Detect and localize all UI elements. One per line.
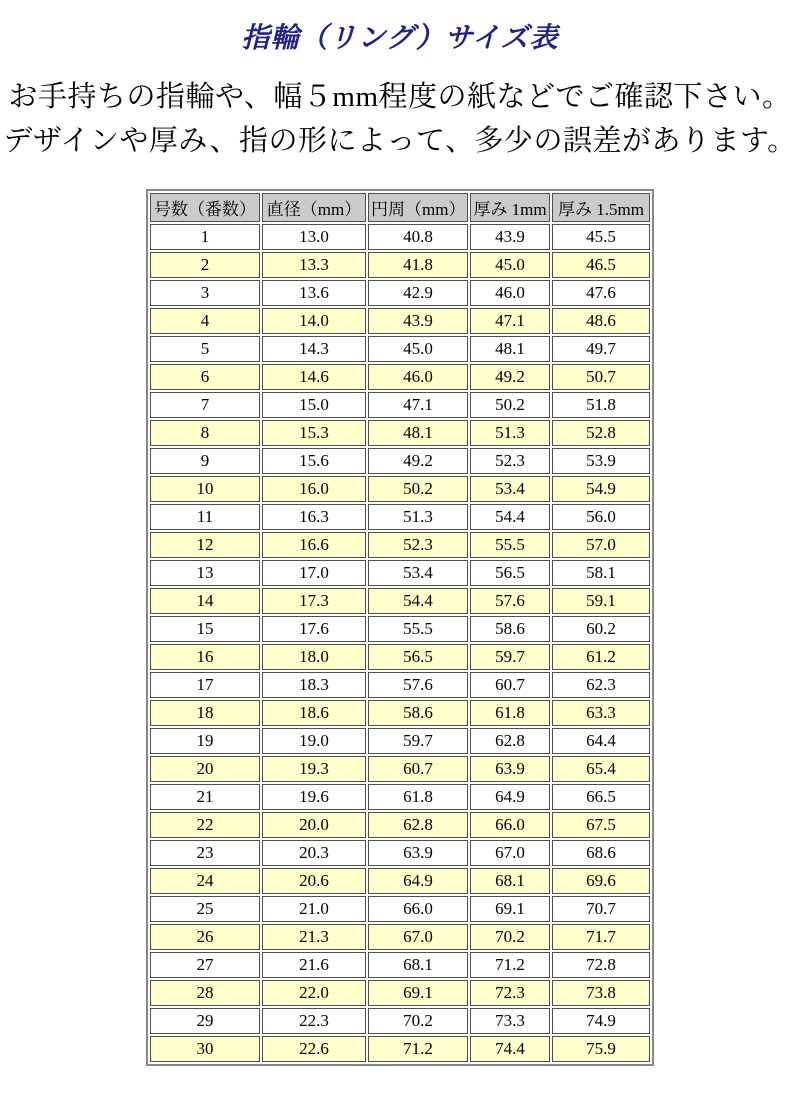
table-cell: 16.0: [262, 476, 366, 502]
table-row: [150, 756, 650, 782]
table-cell: 52.8: [552, 420, 650, 446]
table-cell: 18: [150, 700, 260, 726]
table-cell: 61.8: [470, 700, 550, 726]
intro-line-2: デザインや厚み、指の形によって、多少の誤差があります。: [3, 124, 797, 157]
table-row: [150, 252, 650, 278]
table-row: [150, 448, 650, 474]
table-cell: 67.5: [552, 812, 650, 838]
table-row: [150, 224, 650, 250]
table-cell: 46.0: [470, 280, 550, 306]
intro-line-1: お手持ちの指輪や、幅５mm程度の紙などでご確認下さい。: [8, 80, 792, 113]
table-row: [150, 812, 650, 838]
table-cell: 62.8: [470, 728, 550, 754]
table-cell: 67.0: [368, 924, 468, 950]
table-row: [150, 784, 650, 810]
table-cell: 13.6: [262, 280, 366, 306]
table-cell: 68.1: [368, 952, 468, 978]
table-cell: 53.9: [552, 448, 650, 474]
table-cell: 21.3: [262, 924, 366, 950]
table-cell: 65.4: [552, 756, 650, 782]
table-row: [150, 980, 650, 1006]
table-row: [150, 504, 650, 530]
table-cell: 21.0: [262, 896, 366, 922]
table-cell: 55.5: [368, 616, 468, 642]
table-cell: 14.3: [262, 336, 366, 362]
table-row: [150, 560, 650, 586]
table-cell: 71.2: [368, 1036, 468, 1062]
table-row: [150, 1008, 650, 1034]
table-cell: 53.4: [368, 560, 468, 586]
table-cell: 48.1: [470, 336, 550, 362]
table-cell: 20.0: [262, 812, 366, 838]
table-cell: 53.4: [470, 476, 550, 502]
table-cell: 57.6: [470, 588, 550, 614]
table-cell: 70.2: [368, 1008, 468, 1034]
table-cell: 29: [150, 1008, 260, 1034]
table-cell: 73.8: [552, 980, 650, 1006]
table-cell: 74.4: [470, 1036, 550, 1062]
table-cell: 66.0: [470, 812, 550, 838]
table-cell: 9: [150, 448, 260, 474]
table-cell: 26: [150, 924, 260, 950]
table-cell: 43.9: [368, 308, 468, 334]
table-row: [150, 952, 650, 978]
table-cell: 7: [150, 392, 260, 418]
table-cell: 5: [150, 336, 260, 362]
intro-text: [0, 75, 800, 163]
table-cell: 16.3: [262, 504, 366, 530]
table-cell: 49.2: [368, 448, 468, 474]
table-cell: 8: [150, 420, 260, 446]
column-header: 厚み 1.5mm: [552, 193, 650, 222]
table-cell: 60.7: [368, 756, 468, 782]
table-cell: 70.2: [470, 924, 550, 950]
table-cell: 52.3: [470, 448, 550, 474]
table-cell: 40.8: [368, 224, 468, 250]
table-cell: 30: [150, 1036, 260, 1062]
table-cell: 64.9: [368, 868, 468, 894]
table-cell: 19.0: [262, 728, 366, 754]
table-cell: 2: [150, 252, 260, 278]
table-cell: 45.0: [368, 336, 468, 362]
table-cell: 51.8: [552, 392, 650, 418]
table-cell: 73.3: [470, 1008, 550, 1034]
table-cell: 52.3: [368, 532, 468, 558]
table-cell: 48.1: [368, 420, 468, 446]
table-row: [150, 420, 650, 446]
table-cell: 45.0: [470, 252, 550, 278]
table-row: [150, 840, 650, 866]
table-cell: 25: [150, 896, 260, 922]
table-cell: 59.1: [552, 588, 650, 614]
table-cell: 46.0: [368, 364, 468, 390]
table-cell: 61.2: [552, 644, 650, 670]
table-cell: 64.4: [552, 728, 650, 754]
table-cell: 72.3: [470, 980, 550, 1006]
table-row: [150, 280, 650, 306]
table-cell: 41.8: [368, 252, 468, 278]
table-cell: 74.9: [552, 1008, 650, 1034]
table-cell: 63.9: [470, 756, 550, 782]
table-cell: 47.6: [552, 280, 650, 306]
table-cell: 51.3: [470, 420, 550, 446]
table-cell: 13: [150, 560, 260, 586]
table-cell: 15.0: [262, 392, 366, 418]
table-cell: 22.6: [262, 1036, 366, 1062]
table-cell: 18.6: [262, 700, 366, 726]
table-row: [150, 644, 650, 670]
table-cell: 13.0: [262, 224, 366, 250]
table-cell: 17: [150, 672, 260, 698]
table-cell: 16: [150, 644, 260, 670]
table-cell: 19.3: [262, 756, 366, 782]
table-cell: 18.3: [262, 672, 366, 698]
table-row: [150, 532, 650, 558]
table-cell: 17.3: [262, 588, 366, 614]
table-cell: 6: [150, 364, 260, 390]
table-cell: 63.3: [552, 700, 650, 726]
table-cell: 20.6: [262, 868, 366, 894]
table-cell: 62.8: [368, 812, 468, 838]
table-cell: 22.3: [262, 1008, 366, 1034]
table-row: [150, 924, 650, 950]
table-cell: 45.5: [552, 224, 650, 250]
table-cell: 17.0: [262, 560, 366, 586]
table-cell: 72.8: [552, 952, 650, 978]
table-cell: 50.2: [368, 476, 468, 502]
size-table-body: [150, 224, 650, 1062]
table-cell: 49.7: [552, 336, 650, 362]
header-row: [150, 193, 650, 222]
table-row: [150, 616, 650, 642]
table-cell: 75.9: [552, 1036, 650, 1062]
table-cell: 19: [150, 728, 260, 754]
table-cell: 14.0: [262, 308, 366, 334]
table-cell: 4: [150, 308, 260, 334]
table-cell: 60.7: [470, 672, 550, 698]
table-cell: 24: [150, 868, 260, 894]
table-row: [150, 728, 650, 754]
table-cell: 28: [150, 980, 260, 1006]
table-cell: 20.3: [262, 840, 366, 866]
column-header: 円周（mm）: [368, 193, 468, 222]
table-cell: 69.1: [470, 896, 550, 922]
table-cell: 47.1: [470, 308, 550, 334]
table-cell: 15: [150, 616, 260, 642]
table-cell: 66.5: [552, 784, 650, 810]
table-row: [150, 336, 650, 362]
table-cell: 70.7: [552, 896, 650, 922]
table-cell: 71.7: [552, 924, 650, 950]
table-cell: 69.1: [368, 980, 468, 1006]
page-title: 指輪（リング）サイズ表: [241, 23, 559, 54]
table-cell: 22.0: [262, 980, 366, 1006]
column-header: 直径（mm）: [262, 193, 366, 222]
table-row: [150, 868, 650, 894]
table-cell: 56.5: [368, 644, 468, 670]
table-cell: 63.9: [368, 840, 468, 866]
column-header: 号数（番数）: [150, 193, 260, 222]
size-table-head: [150, 193, 650, 222]
table-row: [150, 392, 650, 418]
table-cell: 59.7: [470, 644, 550, 670]
table-cell: 60.2: [552, 616, 650, 642]
table-cell: 22: [150, 812, 260, 838]
table-cell: 18.0: [262, 644, 366, 670]
table-cell: 68.1: [470, 868, 550, 894]
table-row: [150, 588, 650, 614]
table-cell: 3: [150, 280, 260, 306]
table-cell: 14: [150, 588, 260, 614]
ring-size-table: [146, 189, 654, 1066]
table-cell: 15.3: [262, 420, 366, 446]
table-cell: 50.7: [552, 364, 650, 390]
table-cell: 27: [150, 952, 260, 978]
table-cell: 17.6: [262, 616, 366, 642]
table-cell: 58.6: [470, 616, 550, 642]
table-cell: 19.6: [262, 784, 366, 810]
table-cell: 67.0: [470, 840, 550, 866]
table-cell: 50.2: [470, 392, 550, 418]
table-cell: 55.5: [470, 532, 550, 558]
table-cell: 23: [150, 840, 260, 866]
table-cell: 59.7: [368, 728, 468, 754]
table-cell: 16.6: [262, 532, 366, 558]
table-cell: 57.0: [552, 532, 650, 558]
table-cell: 48.6: [552, 308, 650, 334]
table-row: [150, 672, 650, 698]
table-cell: 10: [150, 476, 260, 502]
table-cell: 58.1: [552, 560, 650, 586]
table-row: [150, 364, 650, 390]
table-cell: 51.3: [368, 504, 468, 530]
table-row: [150, 1036, 650, 1062]
table-row: [150, 896, 650, 922]
table-cell: 64.9: [470, 784, 550, 810]
table-cell: 49.2: [470, 364, 550, 390]
table-cell: 21: [150, 784, 260, 810]
table-cell: 1: [150, 224, 260, 250]
table-cell: 57.6: [368, 672, 468, 698]
table-cell: 71.2: [470, 952, 550, 978]
table-cell: 43.9: [470, 224, 550, 250]
table-cell: 58.6: [368, 700, 468, 726]
table-cell: 46.5: [552, 252, 650, 278]
table-cell: 13.3: [262, 252, 366, 278]
table-cell: 69.6: [552, 868, 650, 894]
table-row: [150, 700, 650, 726]
table-cell: 11: [150, 504, 260, 530]
table-cell: 42.9: [368, 280, 468, 306]
table-cell: 66.0: [368, 896, 468, 922]
table-cell: 54.4: [470, 504, 550, 530]
table-cell: 61.8: [368, 784, 468, 810]
table-cell: 14.6: [262, 364, 366, 390]
table-cell: 68.6: [552, 840, 650, 866]
table-row: [150, 476, 650, 502]
table-cell: 12: [150, 532, 260, 558]
table-cell: 47.1: [368, 392, 468, 418]
table-cell: 54.9: [552, 476, 650, 502]
column-header: 厚み 1mm: [470, 193, 550, 222]
table-cell: 21.6: [262, 952, 366, 978]
table-cell: 56.5: [470, 560, 550, 586]
table-cell: 62.3: [552, 672, 650, 698]
table-cell: 15.6: [262, 448, 366, 474]
table-cell: 56.0: [552, 504, 650, 530]
table-cell: 54.4: [368, 588, 468, 614]
table-row: [150, 308, 650, 334]
table-cell: 20: [150, 756, 260, 782]
